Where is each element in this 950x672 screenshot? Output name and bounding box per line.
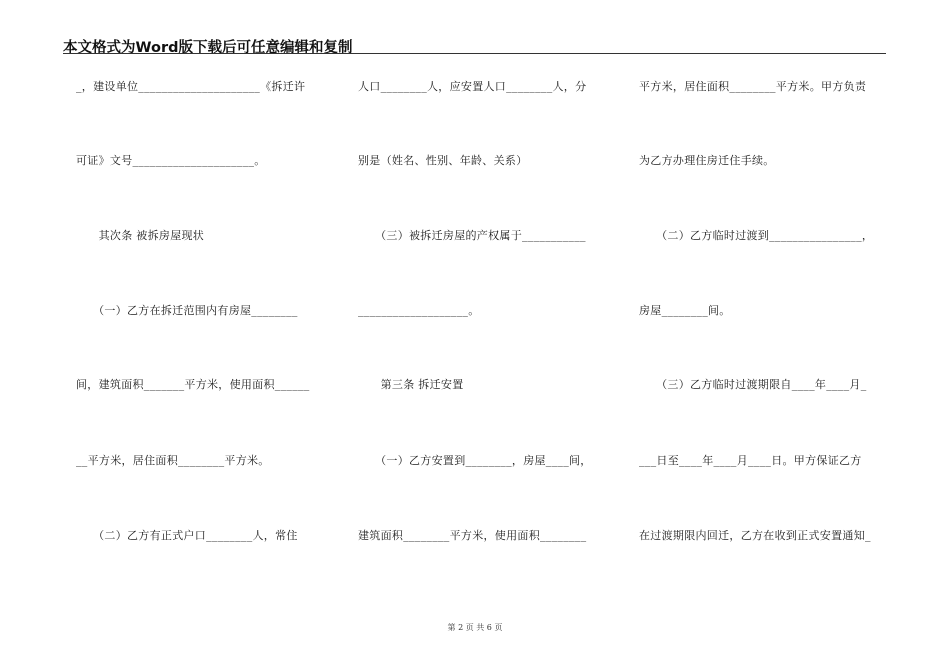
text-line: （二）乙方有正式户口________人，常住 <box>76 529 298 542</box>
text-line: （二）乙方临时过渡到________________， <box>639 229 874 242</box>
header-divider <box>63 53 886 54</box>
text-line: （三）乙方临时过渡期限自____年____月_ <box>639 378 867 391</box>
text-line: 间，建筑面积_______平方米，使用面积______ <box>76 378 310 391</box>
page-header-title: 本文格式为Word版下载后可任意编辑和复制 <box>63 40 353 56</box>
text-line: 人口________人，应安置人口________人，分 <box>358 80 587 93</box>
text-line: 房屋________间。 <box>639 304 731 317</box>
text-line: 第三条 拆迁安置 <box>358 378 464 391</box>
text-line: 其次条 被拆房屋现状 <box>76 229 205 242</box>
page-number-footer: 第 2 页 共 6 页 <box>447 623 503 632</box>
text-line: 在过渡期限内回迁，乙方在收到正式安置通知_ <box>639 529 871 542</box>
text-line: （一）乙方在拆迁范围内有房屋________ <box>76 304 298 317</box>
text-line: 可证》文号_____________________。 <box>76 154 266 167</box>
text-line: （一）乙方安置到________，房屋____间， <box>358 454 592 467</box>
text-line: 别是（姓名、性别、年龄、关系） <box>358 154 528 167</box>
text-line: ___日至____年____月____日。甲方保证乙方 <box>639 454 862 467</box>
text-line: 为乙方办理住房迁住手续。 <box>639 154 775 167</box>
text-line: 建筑面积________平方米，使用面积________ <box>358 529 587 542</box>
text-line: 平方米，居住面积________平方米。甲方负责 <box>639 80 867 93</box>
text-line: ___________________。 <box>358 304 480 317</box>
text-line: _，建设单位_____________________《拆迁许 <box>76 80 306 93</box>
text-line: （三）被拆迁房屋的产权属于___________ <box>358 229 586 242</box>
text-line: __平方米，居住面积________平方米。 <box>76 454 270 467</box>
